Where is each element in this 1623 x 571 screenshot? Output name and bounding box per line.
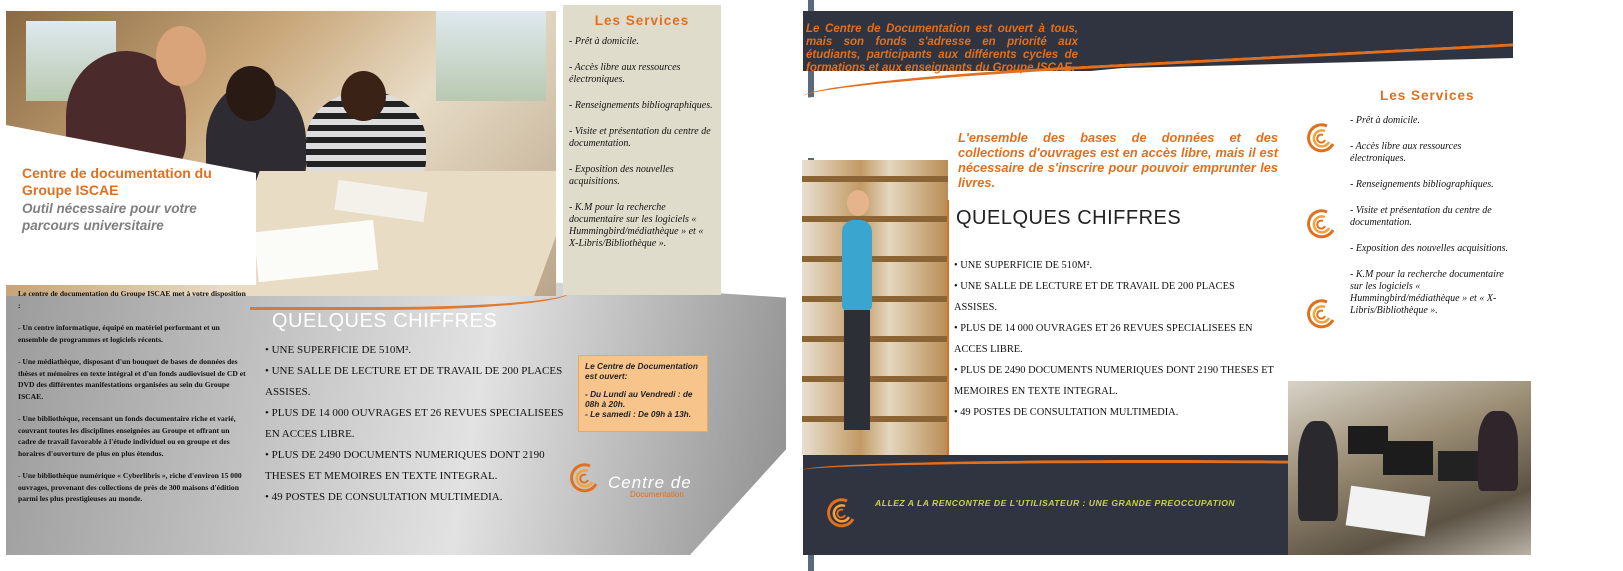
centre-logo-icon	[568, 462, 600, 494]
swirl-logo-icon	[1305, 122, 1337, 154]
intro-statement: Le Centre de Documentation est ouvert à tous, mais son fonds s'adresse en priorité aux étudiants, participants aux différents cycles de formations et aux enseignants du Groupe ISCAE.	[806, 23, 1078, 74]
services-heading: Les Services	[1380, 88, 1475, 103]
service-item: - Exposition des nouvelles acquisitions.	[569, 164, 674, 187]
intro-paragraph: - Un centre informatique, équipé en matériel performant et un ensemble de programmes et logiciels récents.	[18, 323, 220, 344]
services-list	[1350, 115, 1510, 317]
opening-hours-box	[578, 355, 708, 432]
chiffre-item: • 49 POSTES DE CONSULTATION MULTIMEDIA.	[265, 491, 503, 503]
service-item: - Accès libre aux ressources électroniques.	[569, 62, 681, 85]
vertical-rule	[947, 200, 949, 465]
brochure-subtitle: Outil nécessaire pour votre parcours universitaire	[22, 201, 197, 233]
chiffres-heading: QUELQUES CHIFFRES	[272, 310, 498, 332]
chiffre-item: • UNE SUPERFICIE DE 510M².	[265, 344, 412, 356]
slogan: ALLEZ A LA RENCONTRE DE L'UTILISATEUR : UNE GRANDE PREOCCUPATION	[875, 498, 1236, 508]
service-item: - Renseignements bibliographiques.	[1350, 179, 1494, 190]
chiffre-item: • UNE SALLE DE LECTURE ET DE TRAVAIL DE 200 PLACES ASSISES.	[954, 281, 1235, 313]
logo-subtext: Documentation	[630, 490, 684, 499]
centre-logo-icon	[825, 497, 857, 529]
hours-heading: Le Centre de Documentation est ouvert:	[585, 361, 698, 381]
service-item: - Prêt à domicile.	[569, 36, 639, 47]
chiffre-item: • UNE SUPERFICIE DE 510M².	[954, 260, 1093, 271]
services-heading: Les Services	[594, 13, 690, 28]
service-item: - Accès libre aux ressources électroniques.	[1350, 141, 1462, 164]
brochure-title: Centre de documentation du Groupe ISCAE	[22, 165, 212, 198]
intro-text	[18, 288, 246, 516]
chiffre-item: • UNE SALLE DE LECTURE ET DE TRAVAIL DE 200 PLACES ASSISES.	[265, 365, 563, 398]
chiffres-list	[265, 340, 570, 508]
hours-saturday: - Le samedi : De 09h à 13h.	[585, 409, 692, 419]
service-item: - K.M pour la recherche documentaire sur les logiciels « Hummingbird/médiathèque » et « X-Libris/Bibliothèque ».	[569, 202, 704, 249]
chiffre-item: • PLUS DE 14 000 OUVRAGES ET 26 REVUES SPECIALISEES EN ACCES LIBRE.	[954, 323, 1253, 355]
swirl-logo-icon	[1305, 208, 1337, 240]
intro-paragraph: - Une médiathèque, disposant d'un bouquet de bases de données des thèses et mémoires en texte intégral et d'un fonds audiovisuel de CD et DVD des différentes manifestations organisées au sein du Groupe ISCAE.	[18, 357, 246, 401]
service-item: - Visite et présentation du centre de documentation.	[1350, 205, 1492, 228]
access-statement: L'ensemble des bases de données et des collections d'ouvrages est en accès libre, mais il est nécessaire de s'inscrire pour pouvoir emprunter les livres.	[958, 130, 1278, 190]
services-list	[569, 36, 715, 250]
service-item: - K.M pour la recherche documentaire sur les logiciels « Hummingbird/médiathèque » et « X-Libris/Bibliothèque ».	[1350, 269, 1504, 316]
hours-weekday: - Du Lundi au Vendredi : de 08h à 20h.	[585, 389, 693, 409]
chiffres-list	[954, 255, 1274, 423]
service-item: - Visite et présentation du centre de documentation.	[569, 126, 711, 149]
chiffres-heading: QUELQUES CHIFFRES	[956, 207, 1182, 229]
logo-text: Centre de	[608, 473, 692, 492]
service-item: - Renseignements bibliographiques.	[569, 100, 713, 111]
chiffre-item: • PLUS DE 14 000 OUVRAGES ET 26 REVUES SPECIALISEES EN ACCES LIBRE.	[265, 407, 564, 440]
library-photo	[802, 160, 948, 456]
services-panel	[563, 5, 721, 295]
students-computer-photo	[1288, 381, 1531, 555]
swirl-logo-icon	[1305, 298, 1337, 330]
service-item: - Exposition des nouvelles acquisitions.	[1350, 243, 1509, 254]
chiffre-item: • PLUS DE 2490 DOCUMENTS NUMERIQUES DONT 2190 THESES ET MEMOIRES EN TEXTE INTEGRAL.	[954, 365, 1274, 397]
services-panel	[1350, 115, 1510, 331]
service-item: - Prêt à domicile.	[1350, 115, 1420, 126]
intro-paragraph: Le centre de documentation du Groupe ISCAE met à votre disposition :	[18, 289, 246, 310]
intro-paragraph: - Une bibliothèque, recensant un fonds documentaire riche et varié, couvrant toutes les disciplines enseignées au Groupe et offrant un cadre de travail favorable à l'étude individuel ou en groupe et des horaires d'ouverture de plus en plus étendus.	[18, 414, 236, 458]
intro-paragraph: - Une bibliothèque numérique « Cyberlibris », riche d'environ 15 000 ouvrages, provenant des collections de près de 300 maisons d'édition parmi les plus prestigieuses au monde.	[18, 471, 242, 503]
chiffre-item: • 49 POSTES DE CONSULTATION MULTIMEDIA.	[954, 407, 1179, 418]
chiffre-item: • PLUS DE 2490 DOCUMENTS NUMERIQUES DONT 2190 THESES ET MEMOIRES EN TEXTE INTEGRAL.	[265, 449, 545, 482]
